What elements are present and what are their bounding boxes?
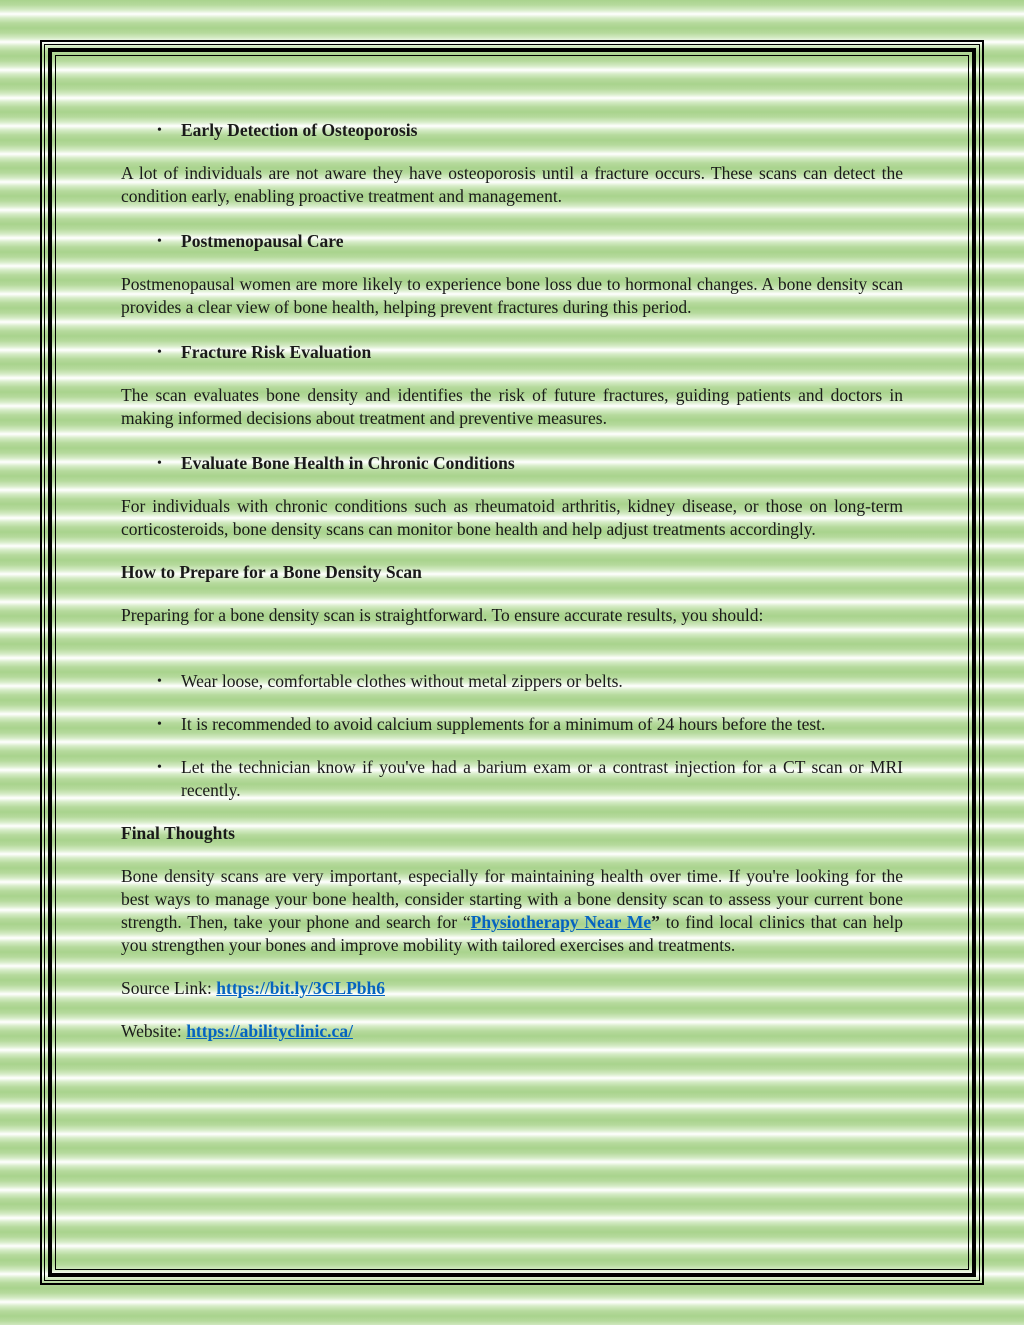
section-heading-chronic-conditions <box>121 452 903 475</box>
section-heading-early-detection <box>121 119 903 142</box>
section-heading-fracture-risk <box>121 341 903 364</box>
bullet-icon: • <box>157 234 162 249</box>
section-body-early-detection: A lot of individuals are not aware they have osteoporosis until a fracture occurs. These scans can detect the condition early, enabling proactive treatment and management. <box>121 163 903 206</box>
section-body-fracture-risk: The scan evaluates bone density and identifies the risk of future fractures, guiding patients and doctors in making informed decisions about treatment and preventive measures. <box>121 385 903 428</box>
section-body-chronic-conditions: For individuals with chronic conditions such as rheumatoid arthritis, kidney disease, or those on long-term corticosteroids, bone density scans can monitor bone health and help adjust treatments accordingly. <box>121 496 903 539</box>
final-thoughts-body <box>121 865 903 957</box>
section-title: Early Detection of Osteoporosis <box>181 120 418 140</box>
physiotherapy-near-me-link[interactable]: Physiotherapy Near Me <box>470 912 652 932</box>
close-quote: ” <box>651 912 660 932</box>
prepare-intro: Preparing for a bone density scan is straightforward. To ensure accurate results, you should: <box>121 605 764 625</box>
list-item <box>121 756 903 802</box>
final-text-before-link: Bone density scans are very important, especially for maintaining health over time. If you're looking for the best ways to manage your bone health, consider starting with a bone density scan to assess your current bone strength. Then, take your phone and search for “ <box>121 866 903 932</box>
section-title: Fracture Risk Evaluation <box>181 342 372 362</box>
website-link[interactable]: https://abilityclinic.ca/ <box>186 1021 353 1041</box>
source-link[interactable]: https://bit.ly/3CLPbh6 <box>216 978 385 998</box>
section-title: Postmenopausal Care <box>181 231 344 251</box>
source-label: Source Link: <box>121 978 217 998</box>
section-body-postmenopausal: Postmenopausal women are more likely to experience bone loss due to hormonal changes. A bone density scan provides a clear view of bone health, helping prevent fractures during this period. <box>121 274 903 317</box>
section-title: Evaluate Bone Health in Chronic Conditions <box>181 453 515 473</box>
list-item-text: Let the technician know if you've had a barium exam or a contrast injection for a CT scan or MRI recently. <box>181 757 903 800</box>
website-label: Website: <box>121 1021 187 1041</box>
bullet-icon: • <box>157 345 162 360</box>
bullet-icon: • <box>157 456 162 471</box>
bullet-icon: • <box>157 760 162 775</box>
list-item <box>121 670 903 693</box>
list-item-text: Wear loose, comfortable clothes without metal zippers or belts. <box>181 671 623 691</box>
section-heading-postmenopausal <box>121 230 903 253</box>
website-line <box>121 1020 903 1043</box>
final-thoughts-heading: Final Thoughts <box>121 823 235 843</box>
bullet-icon: • <box>157 717 162 732</box>
document-content <box>121 119 903 1043</box>
bullet-icon: • <box>157 123 162 138</box>
list-item <box>121 713 903 736</box>
prepare-heading: How to Prepare for a Bone Density Scan <box>121 562 422 582</box>
source-line <box>121 977 903 1000</box>
final-text-after-link: to find local clinics that can help you strengthen your bones and improve mobility with tailored exercises and treatments. <box>121 912 903 955</box>
list-item-text: It is recommended to avoid calcium supplements for a minimum of 24 hours before the test. <box>181 714 826 734</box>
bullet-icon: • <box>157 674 162 689</box>
